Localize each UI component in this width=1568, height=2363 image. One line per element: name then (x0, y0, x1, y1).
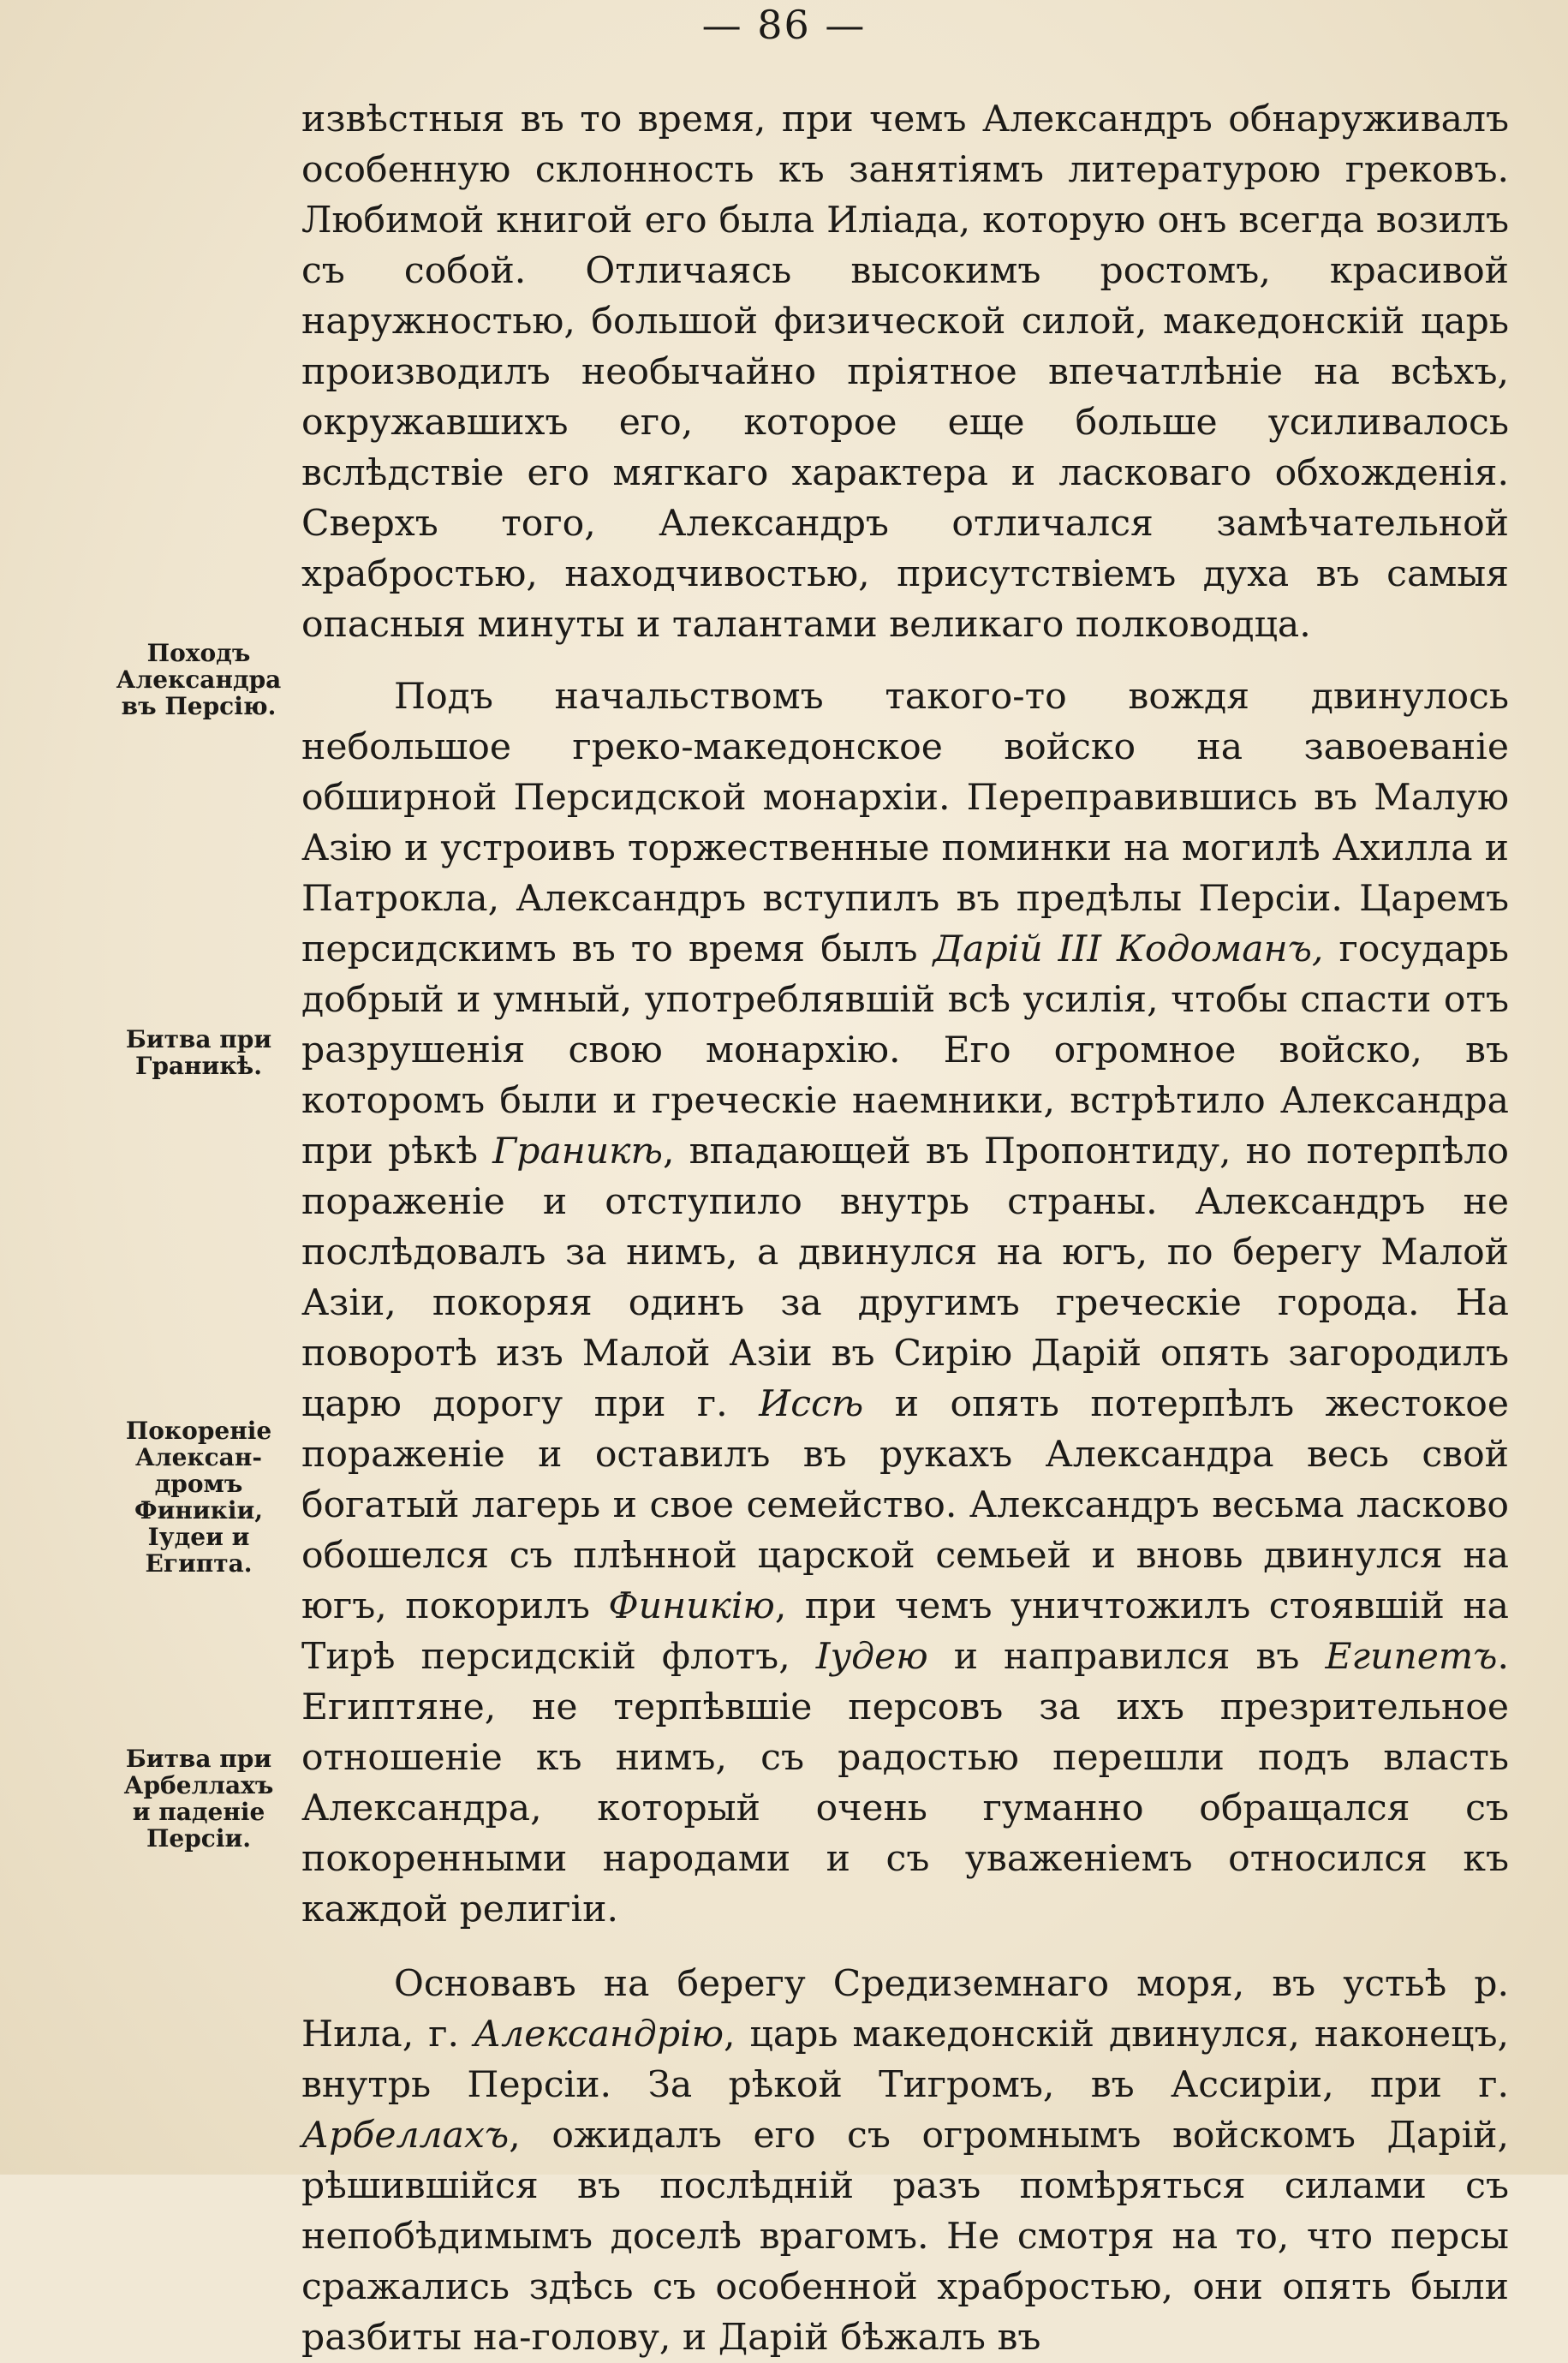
margin-note-granicus: Битва при Граникѣ. (125, 1025, 272, 1080)
name-egypt: Египетъ (1325, 1636, 1498, 1678)
paragraph-2: Подъ начальствомъ такого-то вождя двинулось небольшое греко-македонское войско на завоеваніе обширной Персидской монархіи. Переправившись въ Малую Азію и устроивъ торжественные поминки на могилѣ Ахилла и Патрокла, Александръ вступилъ въ предѣлы Персіи. Царемъ персидскимъ въ то время былъ Дарій III Кодоманъ, государь добрый и умный, употреблявшій всѣ усилія, чтобы спасти отъ разрушенія свою монархію. Его огромное войско, въ которомъ были и греческіе наемники, встрѣтило Александра при рѣкѣ Граникѣ, впадающей въ Пропонтиду, но потерпѣло пораженіе и отступило внутрь страны. Александръ не послѣдовалъ за нимъ, а двинулся на югъ, по берегу Малой Азіи, покоряя одинъ за другимъ греческіе города. На поворотѣ изъ Малой Азіи въ Сирію Дарій опять загородилъ царю дорогу при г. Иссѣ и опять потерпѣлъ жестокое пораженіе и оставилъ въ рукахъ Александра весь свой богатый лагерь и свое семейство. Александръ весьма ласково обошелся съ плѣнной царской семьей и вновь двинулся на югъ, покорилъ Финикію, при чемъ уничтожилъ стоявшій на Тирѣ персидскій флотъ, Іудею и направился въ Египетъ. Египтяне, не терпѣвшіе персовъ за ихъ презрительное отношеніе къ нимъ, съ радостью перешли подъ власть Александра, который очень гуманно обращался съ покоренными народами и съ уваженіемъ относился къ каждой религіи. (301, 676, 1510, 1930)
name-alexandria: Александрію (473, 2014, 724, 2056)
name-phoenicia: Финикію (608, 1585, 775, 1627)
name-arbela: Арбеллахъ (301, 2115, 510, 2157)
main-text (301, 94, 1509, 2363)
margin-note-arbela: Битва при Арбеллахъ и паденіе Персіи. (123, 1745, 274, 1853)
page-number: — 86 — (701, 2, 867, 48)
paragraph-1: извѣстныя въ то время, при чемъ Александръ обнаруживалъ особенную склонность къ занятіямъ литературою грековъ. Любимой книгой его была Иліада, которую онъ всегда возилъ съ собой. Отличаясь высокимъ ростомъ, красивой наружностью, большой физической силой, македонскій царь производилъ необычайно пріятное впечатлѣніе на всѣхъ, окружавшихъ его, которое еще больше усиливалось вслѣдствіе его мягкаго характера и ласковаго обхожденія. Сверхъ того, Александръ отличался замѣчательной храбростью, находчивостью, присутствіемъ духа въ самыя опасныя минуты и талантами великаго полководца. (301, 98, 1509, 646)
name-issus: Иссѣ (759, 1383, 864, 1425)
name-granicus: Граникѣ (492, 1131, 664, 1173)
name-judea: Іудею (815, 1636, 928, 1678)
margin-note-campaign: Походъ Александра въ Персію. (116, 639, 282, 720)
name-darius: Дарій III Кодоманъ, (933, 928, 1324, 970)
paragraph-3: Основавъ на берегу Средиземнаго моря, въ устьѣ р. Нила, г. Александрію, царь македонскій двинулся, наконецъ, внутрь Персіи. За рѣкой Тигромъ, въ Ассиріи, при г. Арбеллахъ, ожидалъ его съ огромнымъ войскомъ Дарій, рѣшившійся въ послѣдній разъ помѣряться силами съ непобѣдимымъ доселѣ врагомъ. Не смотря на то, что персы сражались здѣсь съ особенной храбростью, они опять были разбиты на-голову, и Дарій бѣжалъ въ (301, 1963, 1509, 2359)
margin-note-conquest: Покореніе Алексан- дромъ Финикіи, Іудеи и Египта. (125, 1417, 272, 1578)
